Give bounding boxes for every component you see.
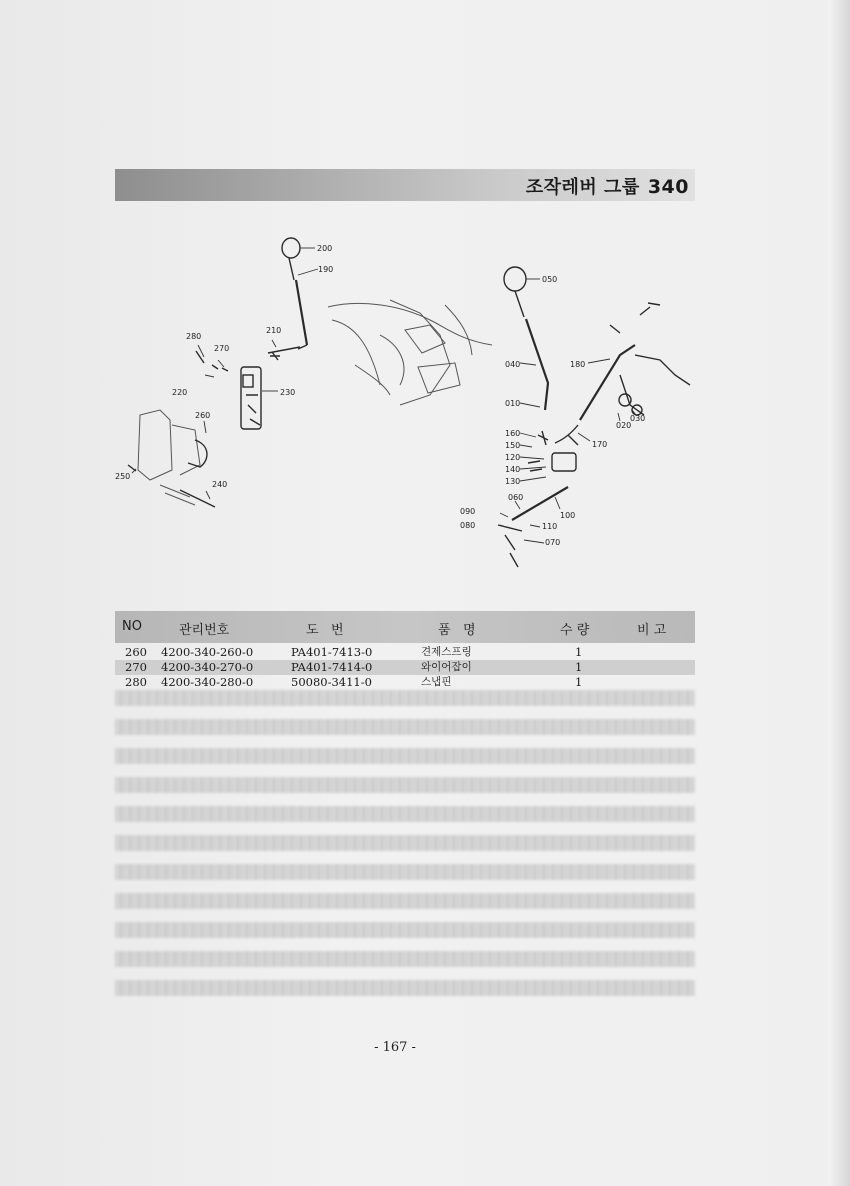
callout-100: 100 (560, 511, 576, 520)
cell-part-number: 4200-340-270-0 (161, 660, 254, 674)
callout-010: 010 (505, 399, 521, 408)
page-number: - 167 - (374, 1040, 416, 1055)
parts-table-body (115, 645, 695, 690)
callout-220: 220 (172, 388, 188, 397)
table-row (115, 675, 695, 690)
cell-no: 270 (125, 660, 147, 674)
cell-part-number: 4200-340-280-0 (161, 675, 254, 689)
console-sketch (328, 300, 492, 405)
left-lever-assembly (128, 238, 307, 507)
callout-080: 080 (460, 521, 476, 530)
parts-table-header (115, 611, 695, 643)
callout-060: 060 (508, 493, 524, 502)
callout-240: 240 (212, 480, 228, 489)
page-edge-shadow (828, 0, 850, 1186)
cell-part-number: 4200-340-260-0 (161, 645, 254, 659)
section-title-band (115, 169, 695, 201)
section-title (526, 173, 689, 199)
cell-part-name: 와이어잡이 (421, 661, 472, 673)
callout-090: 090 (460, 507, 476, 516)
cell-quantity: 1 (575, 675, 583, 689)
callout-250: 250 (115, 472, 131, 481)
redacted-row (115, 806, 695, 822)
callout-040: 040 (505, 360, 521, 369)
table-row (115, 645, 695, 660)
leader-lines (132, 248, 636, 543)
redacted-row (115, 864, 695, 880)
callout-140: 140 (505, 465, 521, 474)
header-part-name: 품 명 (438, 623, 476, 638)
cell-drawing-number: 50080-3411-0 (291, 675, 372, 689)
redacted-row (115, 719, 695, 735)
cell-part-name: 견제스프링 (421, 646, 472, 658)
table-row (115, 660, 695, 675)
redacted-row (115, 893, 695, 909)
redacted-row (115, 980, 695, 996)
redacted-row (115, 748, 695, 764)
redacted-table-rows (115, 690, 695, 1020)
callout-230: 230 (280, 388, 296, 397)
cell-quantity: 1 (575, 660, 583, 674)
header-drawing-number: 도 번 (306, 623, 344, 638)
redacted-row (115, 690, 695, 706)
header-part-number: 관리번호 (179, 623, 230, 638)
redacted-row (115, 951, 695, 967)
parts-exploded-diagram (100, 235, 720, 580)
header-no: NO (122, 619, 142, 634)
cell-no: 260 (125, 645, 147, 659)
cell-quantity: 1 (575, 645, 583, 659)
callout-120: 120 (505, 453, 521, 462)
callout-050: 050 (542, 275, 558, 284)
callout-170: 170 (592, 440, 608, 449)
callout-130: 130 (505, 477, 521, 486)
callout-200: 200 (317, 244, 333, 253)
callout-180: 180 (570, 360, 586, 369)
right-lever-assembly (498, 267, 690, 567)
section-number: 340 (647, 176, 689, 198)
callout-070: 070 (545, 538, 561, 547)
callout-110: 110 (542, 522, 558, 531)
cell-drawing-number: PA401-7413-0 (291, 645, 373, 659)
callout-270: 270 (214, 344, 230, 353)
callout-150: 150 (505, 441, 521, 450)
callout-280: 280 (186, 332, 202, 341)
callout-190: 190 (318, 265, 334, 274)
callout-030: 030 (630, 414, 646, 423)
cell-drawing-number: PA401-7414-0 (291, 660, 373, 674)
callout-020: 020 (616, 421, 632, 430)
cell-part-name: 스냅핀 (421, 676, 452, 688)
section-title-text: 조작레버 그룹 (525, 177, 640, 198)
callout-260: 260 (195, 411, 211, 420)
redacted-row (115, 922, 695, 938)
callout-160: 160 (505, 429, 521, 438)
callout-210: 210 (266, 326, 282, 335)
header-remark: 비 고 (637, 623, 667, 638)
cell-no: 280 (125, 675, 147, 689)
callout-labels (115, 244, 645, 547)
header-quantity: 수 량 (560, 623, 590, 638)
redacted-row (115, 777, 695, 793)
redacted-row (115, 835, 695, 851)
